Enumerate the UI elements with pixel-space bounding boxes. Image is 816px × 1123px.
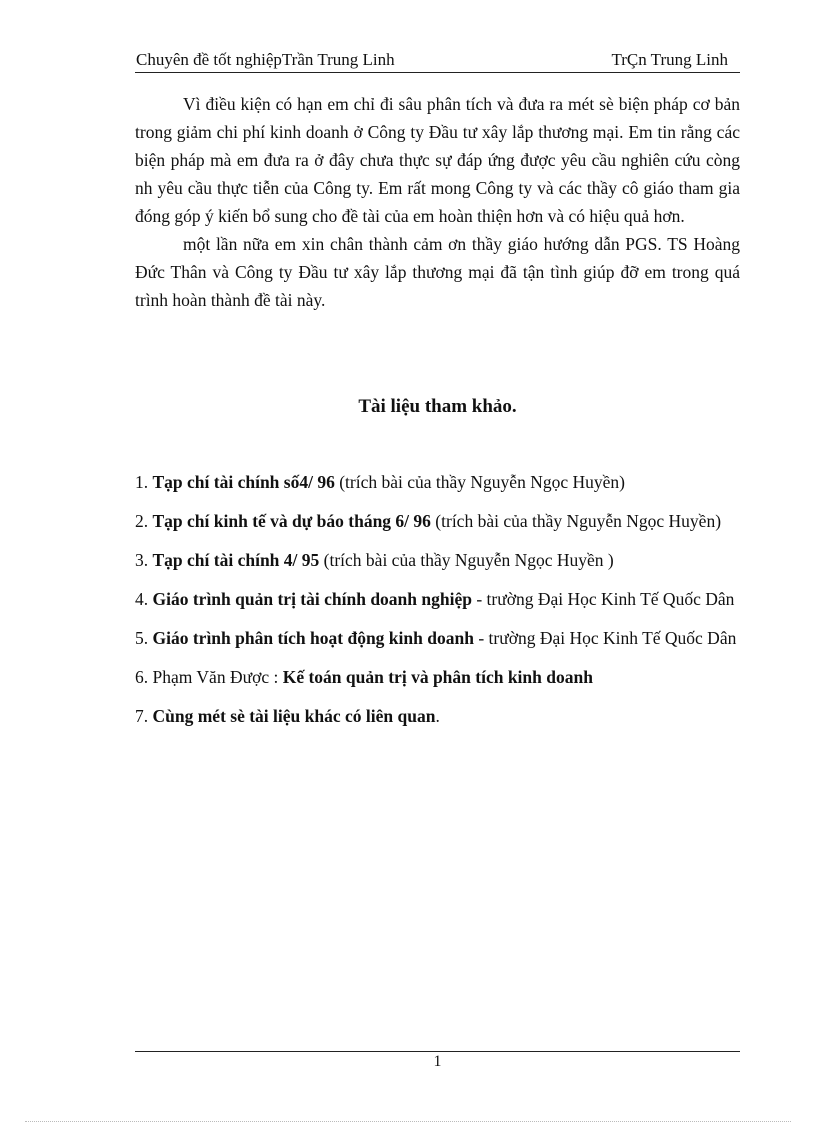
reference-title: Tạp chí tài chính 4/ 95 <box>152 550 320 570</box>
reference-title: Tạp chí kinh tế và dự báo tháng 6/ 96 <box>152 511 431 531</box>
reference-number: 4. <box>135 589 153 609</box>
reference-number: 1. <box>135 472 153 492</box>
footer-divider <box>135 1051 740 1052</box>
reference-author: Phạm Văn Được : <box>152 667 283 687</box>
reference-detail: (trích bài của thầy Nguyễn Ngọc Huyền ) <box>319 550 614 570</box>
body-text <box>135 90 740 314</box>
reference-detail: (trích bài của thầy Nguyễn Ngọc Huyền) <box>430 511 722 531</box>
references-title: Tài liệu tham khảo. <box>358 396 517 417</box>
reference-item <box>135 661 740 693</box>
page-number: 1 <box>433 1053 442 1070</box>
reference-detail: - trường Đại Học Kinh Tế Quốc Dân <box>473 628 737 648</box>
reference-item <box>135 700 740 732</box>
reference-number: 7. <box>135 706 153 726</box>
reference-item <box>135 583 740 615</box>
reference-title: Giáo trình phân tích hoạt động kinh doanh <box>152 628 474 648</box>
reference-detail: - trường Đại Học Kinh Tế Quốc Dân <box>471 589 735 609</box>
reference-item <box>135 505 740 537</box>
reference-detail: . <box>435 706 440 726</box>
header-right-text: TrÇn Trung Linh <box>611 50 728 69</box>
reference-item <box>135 544 740 576</box>
reference-title: Giáo trình quản trị tài chính doanh nghiệp <box>152 589 472 609</box>
reference-title: Tạp chí tài chính số4/ 96 <box>152 472 335 492</box>
paragraph-thanks: một lần nữa em xin chân thành cảm ơn thầy giáo hướng dẫn PGS. TS Hoàng Đức Thân và Công ty Đầu tư xây lắp thương mại đã tận tình giúp đỡ em trong quá trình hoàn thành đề tài này. <box>135 234 740 310</box>
header-left-text: Chuyên đề tốt nghiệpTrần Trung Linh <box>136 50 395 69</box>
references-list <box>135 466 740 739</box>
page-edge <box>25 1121 791 1122</box>
page-header <box>135 50 740 73</box>
reference-title: Cùng mét sè tài liệu khác có liên quan <box>152 706 436 726</box>
reference-number: 5. <box>135 628 153 648</box>
reference-title: Kế toán quản trị và phân tích kinh doanh <box>282 667 593 687</box>
reference-item <box>135 622 740 654</box>
reference-item <box>135 466 740 498</box>
reference-number: 2. <box>135 511 153 531</box>
reference-number: 6. <box>135 667 153 687</box>
paragraph-conclusion: Vì điều kiện có hạn em chỉ đi sâu phân tích và đưa ra mét sè biện pháp cơ bản trong giảm chi phí kinh doanh ở Công ty Đầu tư xây lắp thương mại. Em tin rằng các biện pháp mà em đưa ra ở đây chưa thực sự đáp ứng được yêu cầu nghiên cứu còng nh yêu cầu thực tiễn của Công ty. Em rất mong Công ty và các thầy cô giáo tham gia đóng góp ý kiến bổ sung cho đề tài của em hoàn thiện hơn và có hiệu quả hơn. <box>135 94 740 226</box>
reference-detail: (trích bài của thầy Nguyễn Ngọc Huyền) <box>334 472 625 492</box>
reference-number: 3. <box>135 550 153 570</box>
